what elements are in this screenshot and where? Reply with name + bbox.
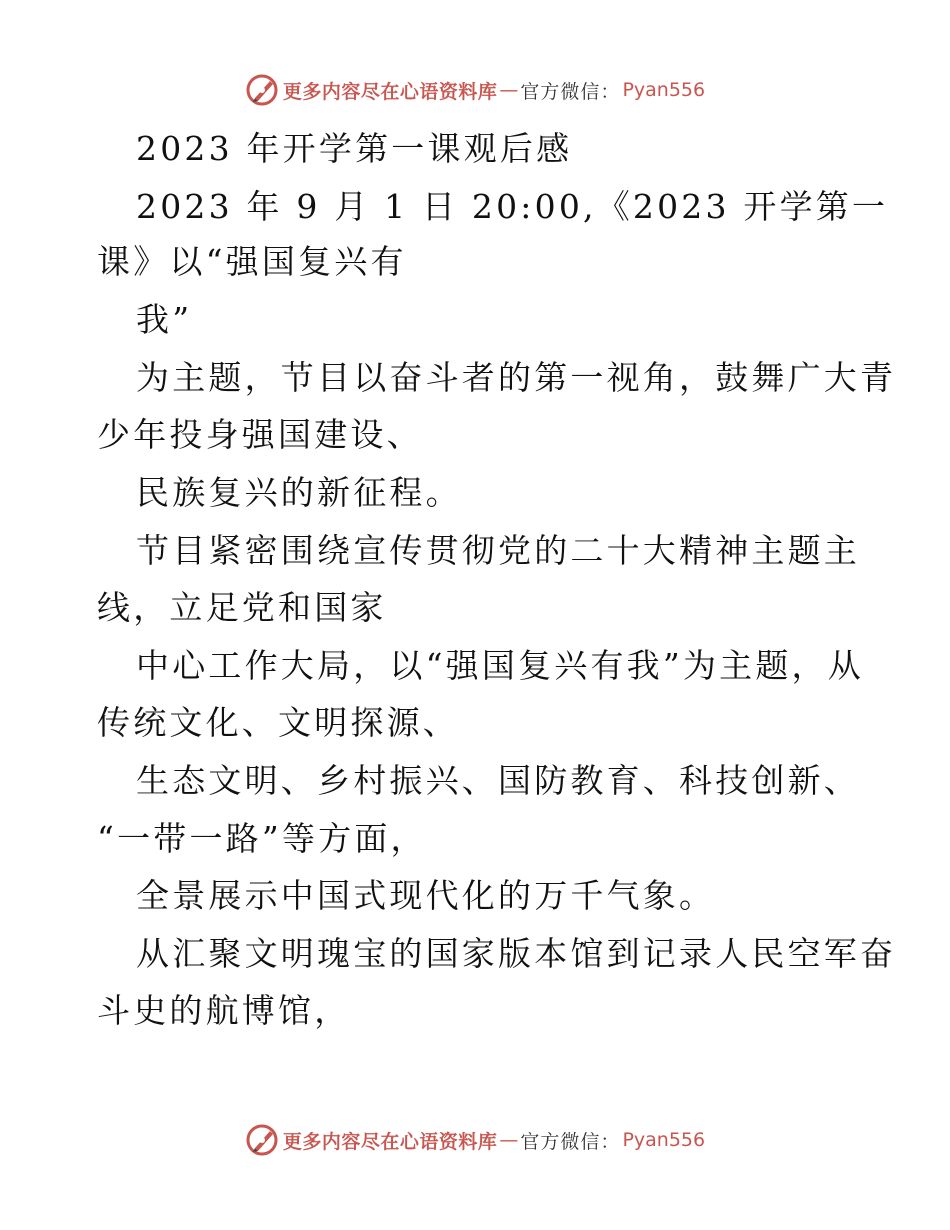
paragraph-line: 2023 年 9 月 1 日 20:00,《2023 开学第一 <box>136 187 889 226</box>
header-banner <box>0 70 950 110</box>
banner-wechat-label: 官方微信： <box>520 1130 621 1153</box>
paragraph-line: 课》以“强国复兴有 <box>97 242 407 281</box>
paragraph-line: 少年投身强国建设、 <box>97 415 423 454</box>
paragraph-line: 节目紧密围绕宣传贯彻党的二十大精神主题主 <box>136 531 860 570</box>
pen-circle-logo-icon <box>245 1123 279 1157</box>
footer-banner <box>0 1120 950 1160</box>
paragraph-line: 生态文明、乡村振兴、国防教育、科技创新、 <box>136 761 860 800</box>
banner-site-name: 更多内容尽在心语资料库 <box>282 80 498 103</box>
paragraph-line: “一带一路”等方面， <box>97 819 427 858</box>
banner-dash: — <box>499 79 519 101</box>
paragraph-line: 中心工作大局，以“强国复兴有我”为主题，从 <box>136 646 864 685</box>
paragraph-line: 斗史的航博馆， <box>97 991 351 1030</box>
pen-circle-logo-icon <box>245 73 279 107</box>
paragraph-line: 从汇聚文明瑰宝的国家版本馆到记录人民空军奋 <box>136 934 897 973</box>
banner-site-name: 更多内容尽在心语资料库 <box>282 1130 498 1153</box>
paragraph-line: 为主题，节目以奋斗者的第一视角，鼓舞广大青 <box>136 358 897 397</box>
banner-wechat-label: 官方微信： <box>520 80 621 103</box>
paragraph-line: 民族复兴的新征程。 <box>136 473 462 512</box>
banner-wechat-id: Pyan556 <box>622 79 706 101</box>
banner-dash: — <box>499 1129 519 1151</box>
paragraph-line: 我” <box>136 300 193 339</box>
paragraph-line: 线，立足党和国家 <box>97 588 387 627</box>
paragraph-line: 传统文化、文明探源、 <box>97 703 459 742</box>
paragraph-line: 全景展示中国式现代化的万千气象。 <box>136 876 716 915</box>
banner-wechat-id: Pyan556 <box>622 1129 706 1151</box>
document-title: 2023 年开学第一课观后感 <box>136 129 573 168</box>
